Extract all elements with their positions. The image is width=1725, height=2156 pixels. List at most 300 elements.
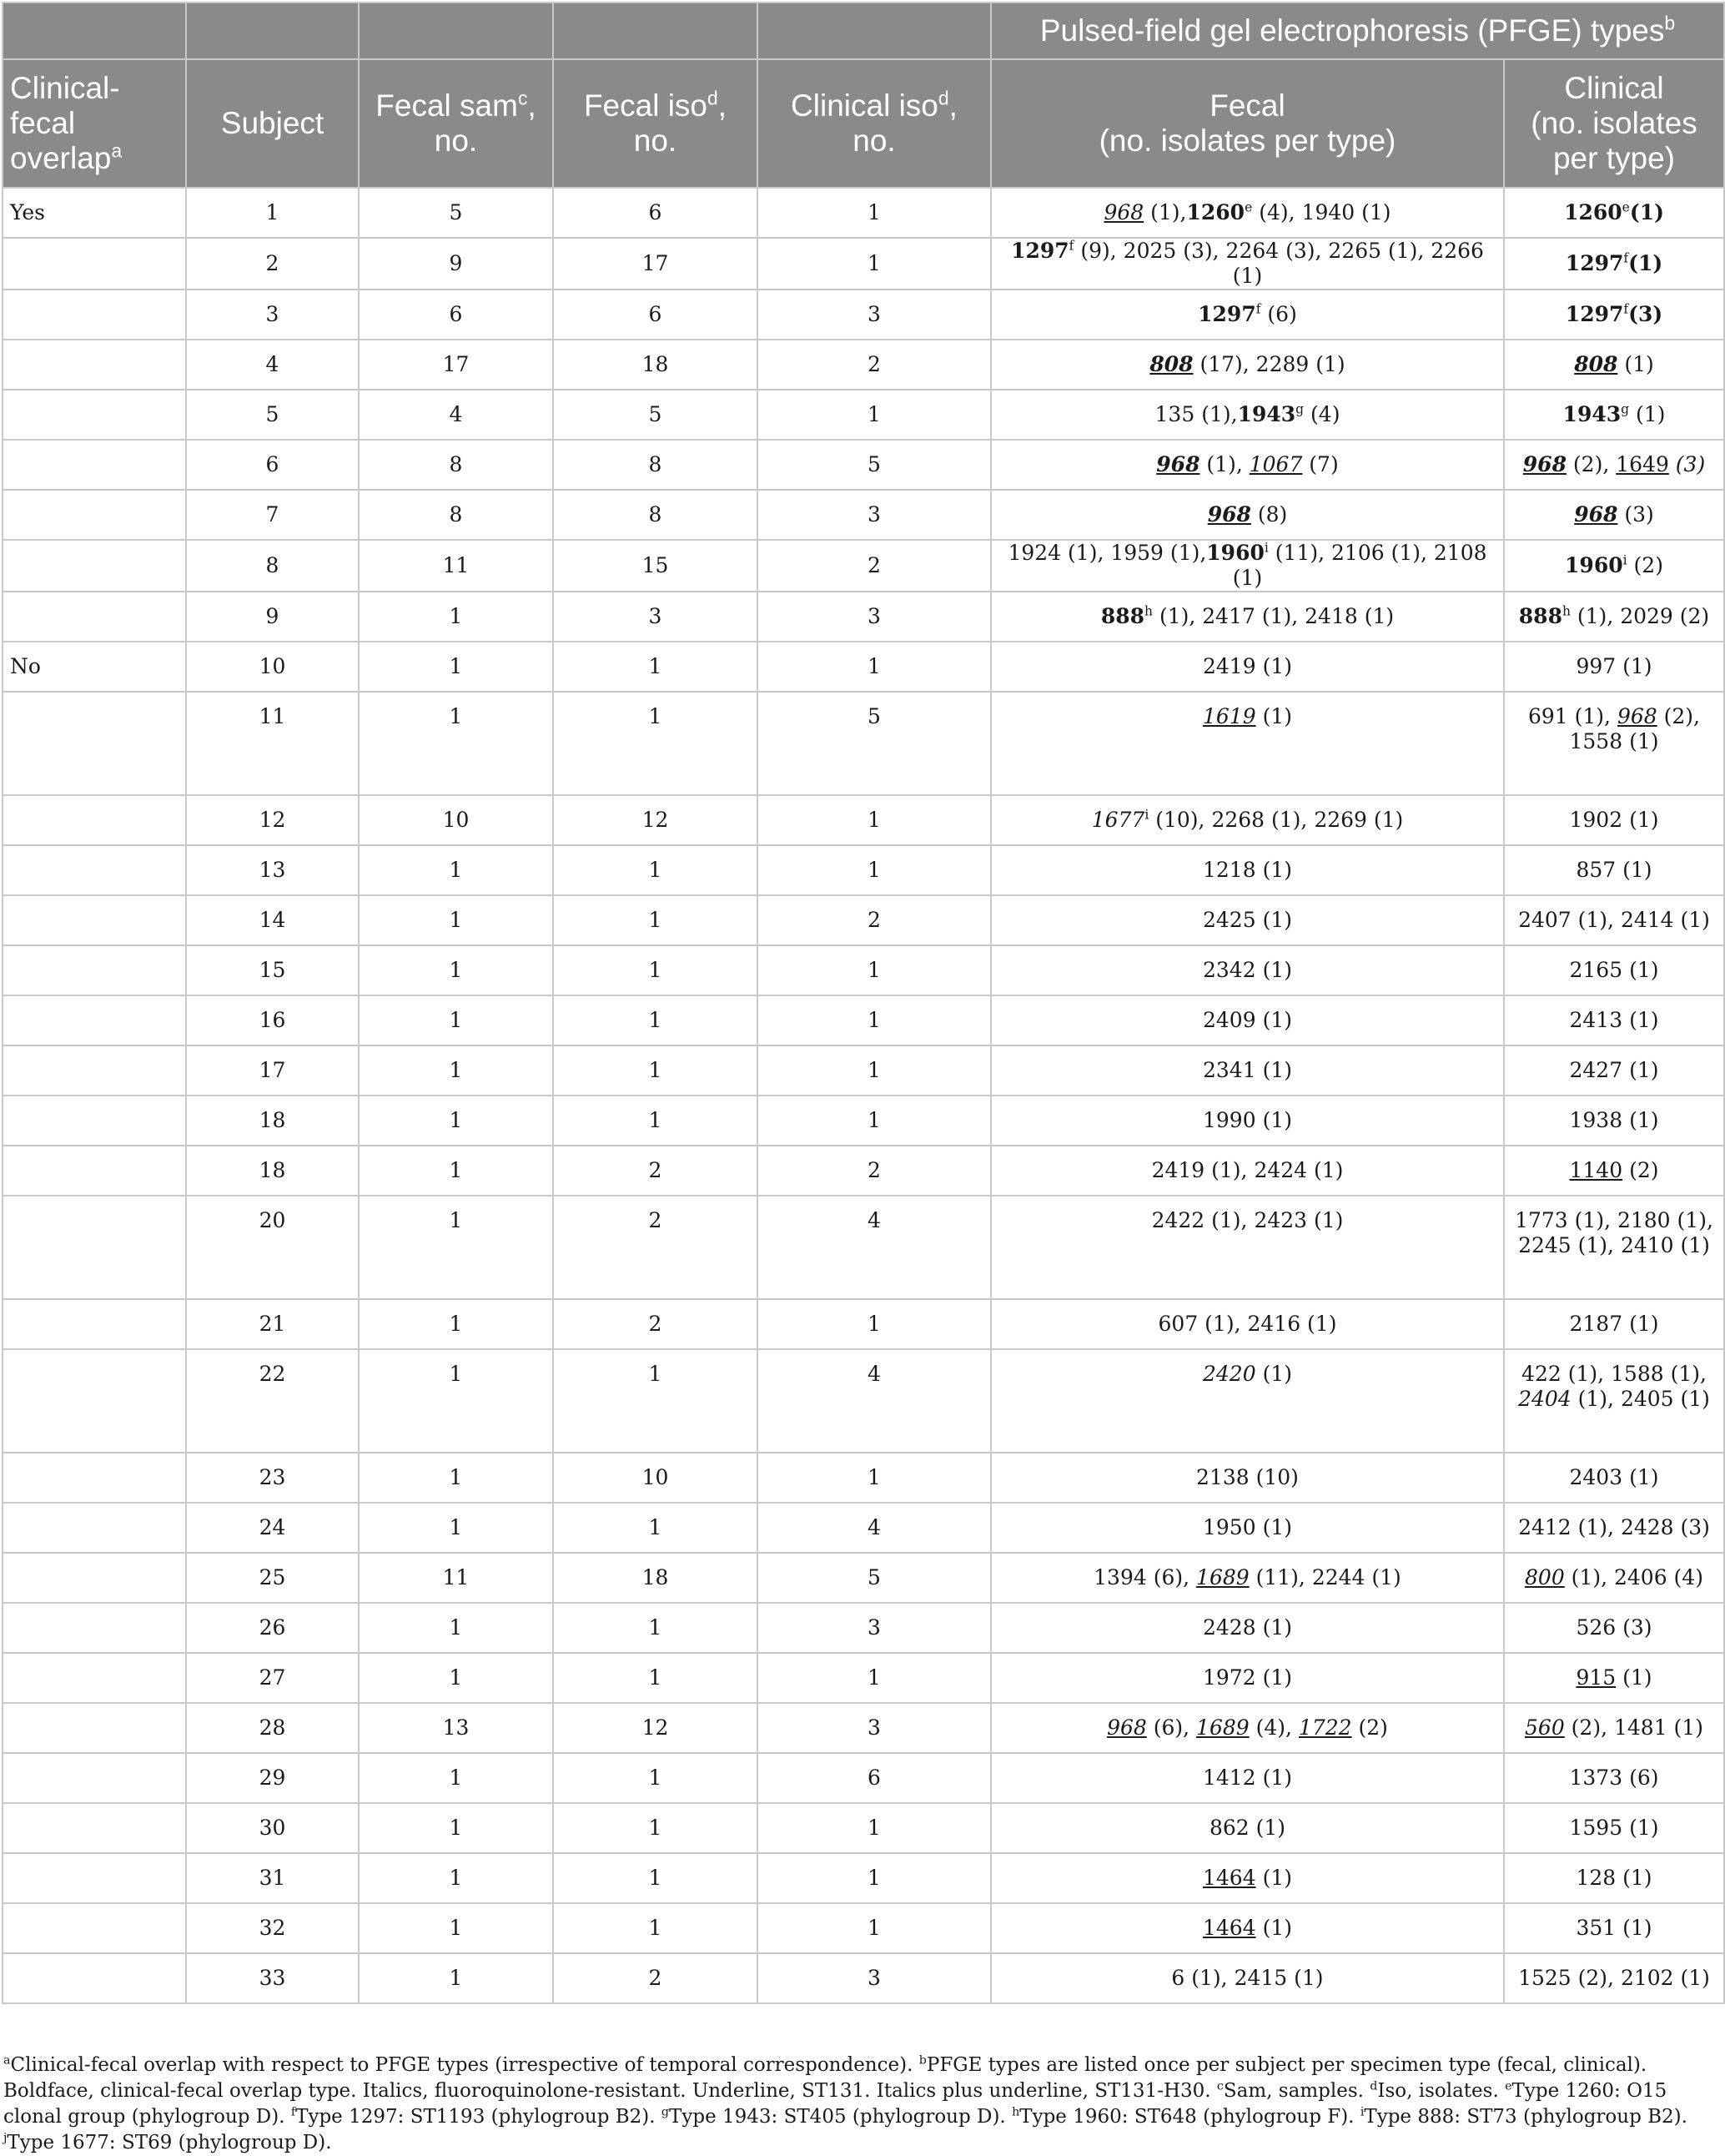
cell-overlap <box>3 845 186 895</box>
cell-overlap <box>3 1196 186 1299</box>
cell-clinical-isolates: 1 <box>757 845 991 895</box>
cell-overlap <box>3 1096 186 1146</box>
text-run: (1), 2417 (1), 2418 (1) <box>1153 604 1395 628</box>
text-run: (2) <box>1351 1715 1388 1740</box>
cell-overlap <box>3 340 186 390</box>
cell-fecal-isolates: 1 <box>553 1753 757 1803</box>
cell-fecal-isolates: 18 <box>553 1553 757 1603</box>
text-run: 2342 (1) <box>1203 958 1292 982</box>
text-run: Type 1960: ST648 (phylogroup F). <box>1019 2106 1360 2128</box>
text-run: h <box>1012 2105 1020 2119</box>
cell-fecal-types <box>991 290 1504 340</box>
text-run: Clinical-fecal overlap with respect to PFGE types (irrespective of temporal correspondence). <box>10 2054 919 2076</box>
header-blank <box>359 3 553 59</box>
cell-subject: 17 <box>186 1045 359 1096</box>
table-row <box>3 440 1724 490</box>
cell-subject: 13 <box>186 845 359 895</box>
table-row <box>3 1953 1724 2003</box>
text-run: (1) <box>1616 1665 1652 1690</box>
cell-fecal-isolates: 1 <box>553 642 757 692</box>
cell-fecal-samples: 1 <box>359 1753 553 1803</box>
text-run: i <box>1622 552 1627 568</box>
cell-clinical-types <box>1504 642 1724 692</box>
text-run: (8) <box>1250 502 1288 526</box>
cell-fecal-types <box>991 1196 1504 1299</box>
text-run: (9), 2025 (3), 2264 (3), 2265 (1), 2266 (1) <box>1074 239 1484 288</box>
cell-fecal-isolates: 2 <box>553 1953 757 2003</box>
cell-clinical-types <box>1504 1453 1724 1503</box>
text-run: (11), 2244 (1) <box>1249 1565 1401 1589</box>
cell-clinical-isolates: 3 <box>757 490 991 540</box>
text-run: i <box>1264 540 1269 556</box>
cell-clinical-types <box>1504 1096 1724 1146</box>
text-run: (6), <box>1146 1715 1197 1740</box>
table-row <box>3 592 1724 642</box>
cell-subject: 28 <box>186 1703 359 1753</box>
table-row <box>3 1753 1724 1803</box>
cell-clinical-types <box>1504 1903 1724 1953</box>
cell-clinical-types <box>1504 1703 1724 1753</box>
text-run: (6) <box>1260 302 1297 326</box>
cell-subject: 8 <box>186 540 359 592</box>
text-run: 997 (1) <box>1576 654 1652 678</box>
cell-fecal-types <box>991 1553 1504 1603</box>
cell-clinical-isolates: 1 <box>757 188 991 238</box>
cell-clinical-types <box>1504 1045 1724 1096</box>
cell-fecal-types <box>991 945 1504 995</box>
cell-clinical-types <box>1504 440 1724 490</box>
cell-subject: 31 <box>186 1853 359 1903</box>
cell-fecal-samples: 1 <box>359 1146 553 1196</box>
cell-subject: 24 <box>186 1503 359 1553</box>
cell-fecal-isolates: 2 <box>553 1146 757 1196</box>
cell-subject: 32 <box>186 1903 359 1953</box>
cell-fecal-isolates: 2 <box>553 1196 757 1299</box>
cell-fecal-isolates: 8 <box>553 440 757 490</box>
cell-fecal-samples: 17 <box>359 340 553 390</box>
table-row <box>3 340 1724 390</box>
table-row <box>3 1603 1724 1653</box>
cell-fecal-samples: 1 <box>359 1096 553 1146</box>
text-run: 968 <box>1574 502 1618 526</box>
text-run: (1), 2029 (2) <box>1570 604 1710 628</box>
cell-subject: 20 <box>186 1196 359 1299</box>
cell-subject: 29 <box>186 1753 359 1803</box>
cell-overlap <box>3 290 186 340</box>
text-run: 2412 (1), 2428 (3) <box>1518 1515 1710 1539</box>
text-run: g <box>1621 401 1630 417</box>
cell-fecal-isolates: 1 <box>553 1096 757 1146</box>
cell-clinical-types <box>1504 390 1724 440</box>
table-row <box>3 1453 1724 1503</box>
cell-fecal-types <box>991 692 1504 795</box>
text-run: 1297 <box>1198 302 1256 326</box>
cell-fecal-samples: 6 <box>359 290 553 340</box>
cell-fecal-samples: 1 <box>359 1853 553 1903</box>
text-run: 2409 (1) <box>1203 1008 1292 1032</box>
cell-subject: 5 <box>186 390 359 440</box>
table-footnote <box>3 2053 1718 2156</box>
pfge-types-table <box>2 2 1725 2004</box>
text-run: 2428 (1) <box>1203 1615 1292 1640</box>
cell-fecal-samples: 1 <box>359 845 553 895</box>
cell-fecal-isolates: 1 <box>553 692 757 795</box>
cell-clinical-isolates: 1 <box>757 1853 991 1903</box>
text-run: (4), <box>1249 1715 1299 1740</box>
text-run: (3) <box>1628 302 1663 326</box>
cell-fecal-types <box>991 238 1504 290</box>
header-blank <box>553 3 757 59</box>
text-run: 968 <box>1522 452 1567 476</box>
cell-subject: 25 <box>186 1553 359 1603</box>
cell-clinical-types <box>1504 1503 1724 1553</box>
table-row <box>3 642 1724 692</box>
cell-clinical-types <box>1504 592 1724 642</box>
cell-overlap <box>3 1453 186 1503</box>
cell-clinical-types <box>1504 1349 1724 1453</box>
table-row <box>3 390 1724 440</box>
text-run: 1525 (2), 2102 (1) <box>1518 1966 1710 1990</box>
text-run: (3) <box>1668 452 1706 476</box>
text-run: 968 <box>1617 704 1657 728</box>
cell-overlap <box>3 895 186 945</box>
cell-fecal-types <box>991 390 1504 440</box>
cell-fecal-samples: 5 <box>359 188 553 238</box>
text-run: 1773 (1), 2180 (1), <box>1515 1208 1713 1232</box>
header-clinical-types: Clinical (no. isolates per type) <box>1504 59 1724 188</box>
cell-clinical-isolates: 4 <box>757 1349 991 1453</box>
header-blank <box>186 3 359 59</box>
text-run: Iso, isolates. <box>1377 2080 1506 2102</box>
table-row <box>3 1803 1724 1853</box>
cell-fecal-samples: 1 <box>359 1953 553 2003</box>
table-row <box>3 1903 1724 1953</box>
cell-subject: 4 <box>186 340 359 390</box>
text-run: 135 (1), <box>1154 402 1238 426</box>
text-run: (2) <box>1627 553 1663 577</box>
cell-fecal-types <box>991 340 1504 390</box>
text-run: (1), 2406 (4) <box>1564 1565 1703 1589</box>
text-run: 2403 (1) <box>1569 1465 1659 1489</box>
cell-fecal-isolates: 17 <box>553 238 757 290</box>
cell-clinical-types <box>1504 1196 1724 1299</box>
cell-subject: 22 <box>186 1349 359 1453</box>
cell-fecal-samples: 1 <box>359 1349 553 1453</box>
cell-fecal-types <box>991 1349 1504 1453</box>
cell-fecal-isolates: 18 <box>553 340 757 390</box>
text-run: e <box>1622 199 1630 215</box>
table-row <box>3 490 1724 540</box>
text-run: 1943 <box>1237 402 1296 426</box>
text-run: 560 <box>1525 1715 1565 1740</box>
text-run: 2138 (10) <box>1196 1465 1299 1489</box>
cell-clinical-types <box>1504 1853 1724 1903</box>
text-run: 1558 (1) <box>1569 729 1659 753</box>
cell-fecal-isolates: 1 <box>553 1603 757 1653</box>
cell-clinical-types <box>1504 1603 1724 1653</box>
text-run: 1140 <box>1569 1158 1623 1182</box>
table-row <box>3 1703 1724 1753</box>
cell-fecal-isolates: 12 <box>553 795 757 845</box>
cell-fecal-isolates: 1 <box>553 845 757 895</box>
cell-overlap <box>3 692 186 795</box>
text-run: 1067 <box>1249 452 1303 476</box>
text-run: 1260 <box>1186 200 1245 224</box>
cell-fecal-samples: 1 <box>359 692 553 795</box>
text-run: Type 1260: O15 clonal group (phylogroup D). <box>3 2080 1667 2128</box>
text-run: f <box>1069 238 1074 254</box>
cell-fecal-samples: 1 <box>359 995 553 1045</box>
text-run: 2187 (1) <box>1569 1312 1659 1336</box>
cell-fecal-types <box>991 1299 1504 1349</box>
cell-overlap <box>3 1299 186 1349</box>
cell-overlap <box>3 490 186 540</box>
cell-overlap <box>3 945 186 995</box>
cell-fecal-samples: 1 <box>359 1045 553 1096</box>
cell-overlap <box>3 1903 186 1953</box>
cell-clinical-isolates: 1 <box>757 1045 991 1096</box>
cell-fecal-types <box>991 1903 1504 1953</box>
text-run: 1464 <box>1203 1866 1256 1890</box>
cell-clinical-types <box>1504 795 1724 845</box>
cell-clinical-isolates: 6 <box>757 1753 991 1803</box>
text-run: (1) <box>1255 1866 1292 1890</box>
cell-fecal-types <box>991 642 1504 692</box>
cell-clinical-isolates: 3 <box>757 592 991 642</box>
header-fecal-isolates: Fecal iso$^d$, no. <box>553 59 757 188</box>
cell-clinical-isolates: 3 <box>757 1953 991 2003</box>
text-run: 968 <box>1104 200 1144 224</box>
cell-clinical-types <box>1504 1953 1724 2003</box>
text-run: 1689 <box>1196 1715 1250 1740</box>
text-run: 1972 (1) <box>1203 1665 1292 1690</box>
cell-overlap <box>3 1703 186 1753</box>
table-row <box>3 1349 1724 1453</box>
cell-clinical-isolates: 5 <box>757 1553 991 1603</box>
cell-clinical-types <box>1504 895 1724 945</box>
text-run: (1) <box>1617 352 1654 376</box>
cell-subject: 15 <box>186 945 359 995</box>
text-run: d <box>1370 2079 1378 2093</box>
cell-fecal-types <box>991 1653 1504 1703</box>
cell-clinical-isolates: 3 <box>757 290 991 340</box>
cell-fecal-samples: 1 <box>359 1196 553 1299</box>
text-run: 1924 (1), 1959 (1), <box>1008 541 1207 565</box>
cell-clinical-isolates: 3 <box>757 1603 991 1653</box>
cell-fecal-types <box>991 1603 1504 1653</box>
text-run: (1) <box>1629 402 1666 426</box>
text-run: 1373 (6) <box>1569 1766 1659 1790</box>
header-fecal-samples: Fecal sam$^c$, no. <box>359 59 553 188</box>
text-run: f <box>290 2105 296 2119</box>
cell-clinical-isolates: 4 <box>757 1196 991 1299</box>
text-run: 1297 <box>1565 251 1624 275</box>
text-run: 1960 <box>1206 541 1265 565</box>
cell-fecal-samples: 1 <box>359 1803 553 1853</box>
text-run: (17), 2289 (1) <box>1193 352 1345 376</box>
cell-overlap <box>3 1853 186 1903</box>
cell-fecal-isolates: 2 <box>553 1299 757 1349</box>
text-run: 1619 <box>1203 704 1256 728</box>
cell-clinical-types <box>1504 340 1724 390</box>
text-run: Type 1943: ST405 (phylogroup D). <box>669 2106 1013 2128</box>
cell-subject: 23 <box>186 1453 359 1503</box>
cell-fecal-isolates: 8 <box>553 490 757 540</box>
cell-overlap <box>3 440 186 490</box>
cell-clinical-types <box>1504 290 1724 340</box>
text-run: 862 (1) <box>1209 1816 1286 1840</box>
cell-overlap <box>3 995 186 1045</box>
cell-fecal-types <box>991 845 1504 895</box>
cell-fecal-isolates: 1 <box>553 895 757 945</box>
cell-clinical-types <box>1504 1299 1724 1349</box>
cell-fecal-types <box>991 1096 1504 1146</box>
cell-fecal-samples: 11 <box>359 540 553 592</box>
cell-overlap <box>3 795 186 845</box>
table-row <box>3 290 1724 340</box>
cell-clinical-isolates: 2 <box>757 540 991 592</box>
text-run: 691 (1), <box>1527 704 1617 728</box>
table-row <box>3 238 1724 290</box>
text-run: (1) <box>1629 200 1664 224</box>
text-run: 2407 (1), 2414 (1) <box>1518 908 1710 932</box>
table-row <box>3 1553 1724 1603</box>
cell-fecal-types <box>991 592 1504 642</box>
table-row <box>3 845 1724 895</box>
text-run: g <box>661 2105 670 2119</box>
cell-clinical-isolates: 3 <box>757 1703 991 1753</box>
cell-fecal-isolates: 10 <box>553 1453 757 1503</box>
cell-overlap <box>3 390 186 440</box>
text-run: (7) <box>1302 452 1339 476</box>
text-run: 1990 (1) <box>1203 1108 1292 1132</box>
text-run: 1297 <box>1011 239 1069 263</box>
table-row <box>3 1299 1724 1349</box>
cell-subject: 18 <box>186 1096 359 1146</box>
cell-fecal-types <box>991 490 1504 540</box>
cell-clinical-types <box>1504 945 1724 995</box>
text-run: 888 <box>1518 604 1562 628</box>
text-run: 607 (1), 2416 (1) <box>1158 1312 1337 1336</box>
text-run: j <box>3 2131 8 2145</box>
text-run: f <box>1623 301 1629 317</box>
text-run: 2422 (1), 2423 (1) <box>1151 1208 1344 1232</box>
text-run: 1218 (1) <box>1203 858 1292 882</box>
cell-fecal-isolates: 12 <box>553 1703 757 1753</box>
text-run: 968 <box>1207 502 1251 526</box>
text-run: f <box>1255 301 1261 317</box>
text-run: 2341 (1) <box>1203 1058 1292 1082</box>
table-row <box>3 540 1724 592</box>
cell-fecal-types <box>991 1703 1504 1753</box>
cell-clinical-types <box>1504 692 1724 795</box>
cell-clinical-isolates: 1 <box>757 995 991 1045</box>
cell-fecal-samples: 9 <box>359 238 553 290</box>
text-run: 526 (3) <box>1576 1615 1652 1640</box>
cell-clinical-isolates: 1 <box>757 1803 991 1853</box>
text-run: 2404 <box>1518 1387 1572 1411</box>
cell-clinical-types <box>1504 845 1724 895</box>
cell-clinical-isolates: 1 <box>757 1453 991 1503</box>
text-run: 800 <box>1525 1565 1565 1589</box>
text-run: Type 1297: ST1193 (phylogroup B2). <box>295 2106 661 2128</box>
cell-fecal-isolates: 1 <box>553 1903 757 1953</box>
text-run: 2420 <box>1203 1362 1256 1386</box>
cell-fecal-types <box>991 1503 1504 1553</box>
cell-fecal-types <box>991 540 1504 592</box>
cell-fecal-samples: 11 <box>359 1553 553 1603</box>
text-run: c <box>1216 2079 1224 2093</box>
text-run: 128 (1) <box>1576 1866 1652 1890</box>
table-row <box>3 1045 1724 1096</box>
cell-clinical-isolates: 1 <box>757 1903 991 1953</box>
table-row <box>3 1853 1724 1903</box>
cell-fecal-isolates: 5 <box>553 390 757 440</box>
cell-fecal-types <box>991 1146 1504 1196</box>
text-run: b <box>918 2053 927 2068</box>
cell-clinical-isolates: 1 <box>757 238 991 290</box>
cell-clinical-types <box>1504 490 1724 540</box>
cell-fecal-isolates: 1 <box>553 995 757 1045</box>
cell-clinical-types <box>1504 1553 1724 1603</box>
text-run: PFGE types are listed once per subject per specimen type (fecal, clinical). Boldface, clinical-fecal overlap type. Italics, fluoroquinolone-resistant. Underline, ST131. Italics plus underline, ST131-H30. <box>3 2054 1647 2102</box>
cell-clinical-types <box>1504 1753 1724 1803</box>
text-run: 968 <box>1156 452 1200 476</box>
text-run: 1649 <box>1616 452 1669 476</box>
header-pfge-group: Pulsed-field gel electrophoresis (PFGE) types$^b$ <box>991 3 1724 59</box>
text-run: 1412 (1) <box>1203 1766 1292 1790</box>
text-run: Type 1677: ST69 (phylogroup D). <box>7 2132 332 2153</box>
cell-subject: 12 <box>186 795 359 845</box>
cell-fecal-samples: 8 <box>359 440 553 490</box>
cell-fecal-samples: 1 <box>359 945 553 995</box>
cell-overlap <box>3 1146 186 1196</box>
cell-subject: 11 <box>186 692 359 795</box>
header-clinical-isolates: Clinical iso$^d$, no. <box>757 59 991 188</box>
text-run: (2), <box>1566 452 1617 476</box>
text-run: Sam, samples. <box>1223 2080 1370 2102</box>
cell-subject: 33 <box>186 1953 359 2003</box>
cell-clinical-isolates: 1 <box>757 1653 991 1703</box>
text-run: (1) <box>1628 251 1663 275</box>
cell-clinical-isolates: 1 <box>757 642 991 692</box>
cell-clinical-types <box>1504 238 1724 290</box>
cell-clinical-isolates: 1 <box>757 795 991 845</box>
text-run: (3) <box>1617 502 1654 526</box>
cell-clinical-isolates: 2 <box>757 340 991 390</box>
text-run: 1722 <box>1298 1715 1352 1740</box>
cell-overlap <box>3 1503 186 1553</box>
cell-overlap <box>3 1653 186 1703</box>
text-run: 422 (1), 1588 (1), <box>1521 1362 1707 1386</box>
text-run: 1677 <box>1091 808 1145 832</box>
cell-fecal-types <box>991 1753 1504 1803</box>
cell-overlap <box>3 540 186 592</box>
cell-clinical-types <box>1504 1803 1724 1853</box>
text-run: 1297 <box>1565 302 1624 326</box>
cell-clinical-types <box>1504 540 1724 592</box>
cell-subject: 9 <box>186 592 359 642</box>
cell-overlap <box>3 238 186 290</box>
cell-overlap <box>3 592 186 642</box>
cell-subject: 21 <box>186 1299 359 1349</box>
table-row <box>3 188 1724 238</box>
text-run: h <box>1562 603 1571 619</box>
header-subject: Subject <box>186 59 359 188</box>
cell-fecal-isolates: 6 <box>553 290 757 340</box>
table-row <box>3 1196 1724 1299</box>
cell-subject: 16 <box>186 995 359 1045</box>
